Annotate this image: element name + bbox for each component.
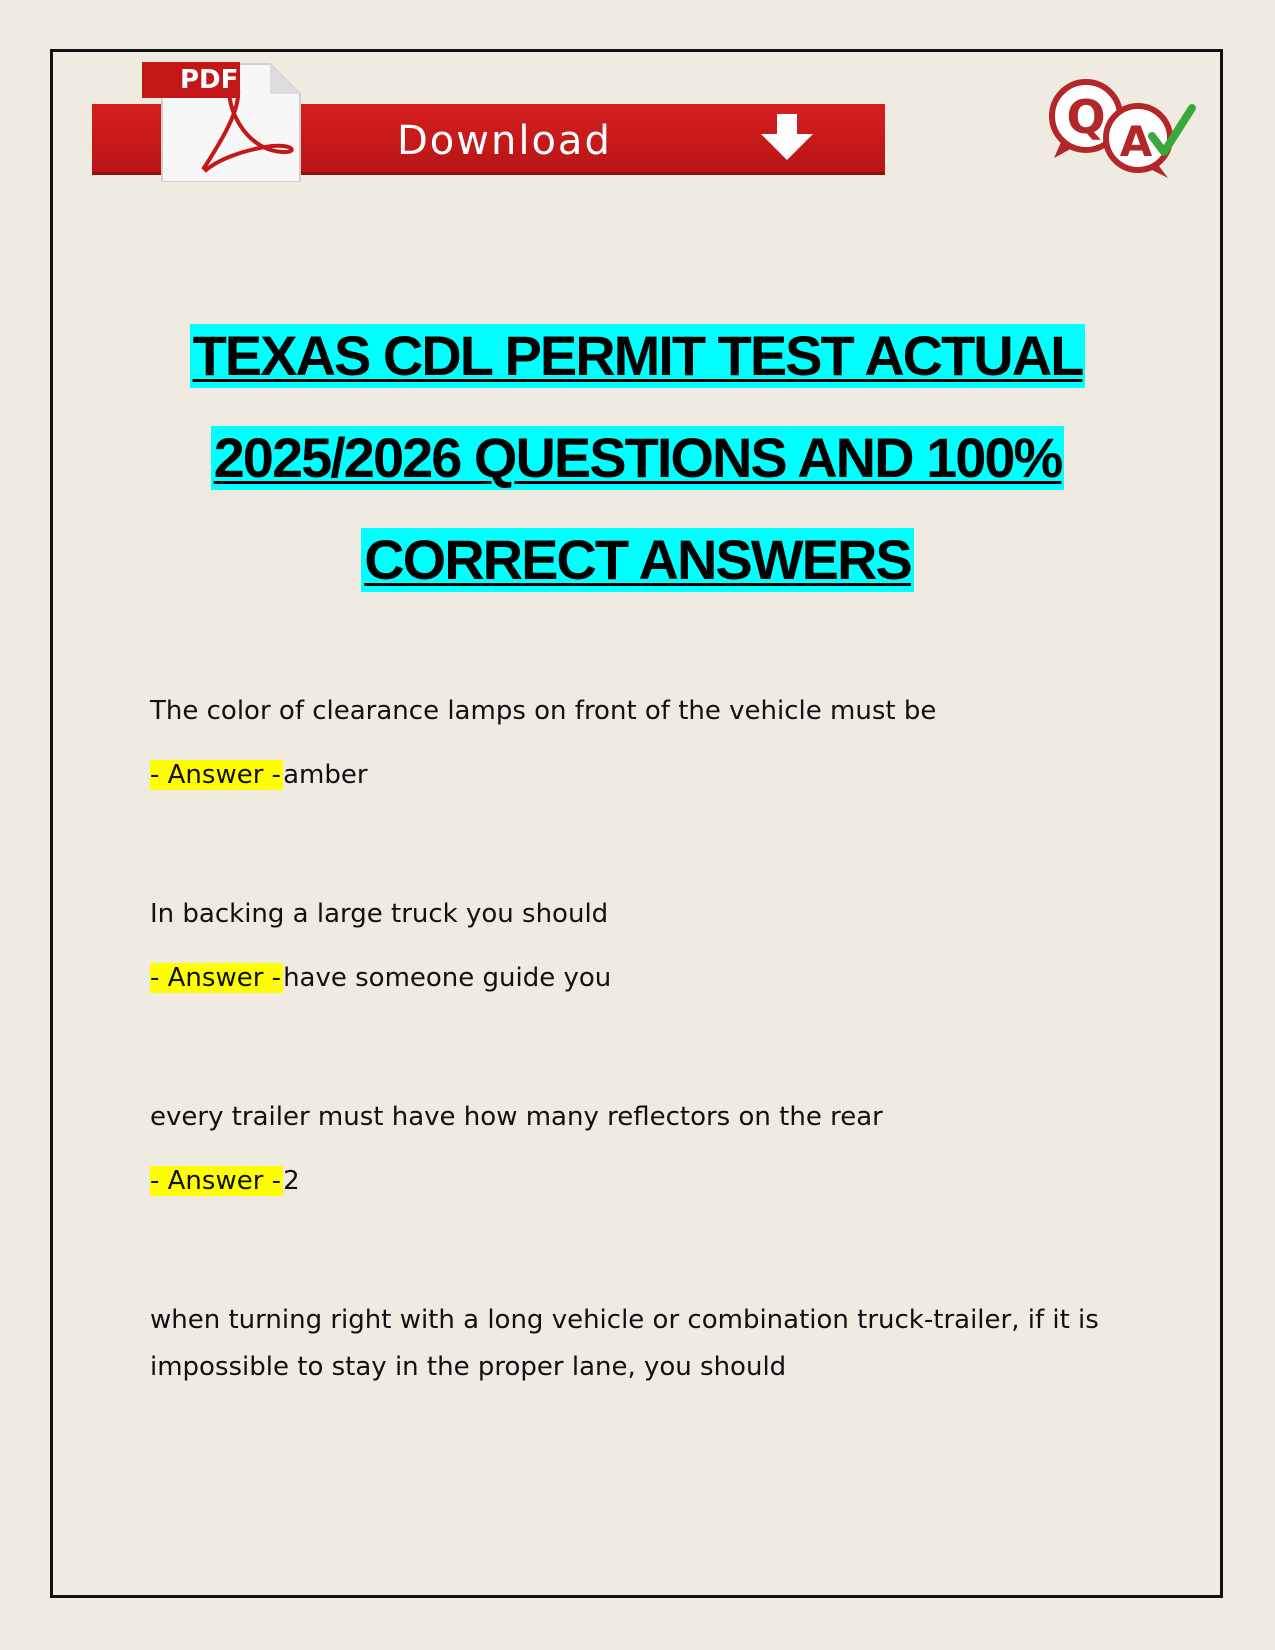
- pdf-tag: PDF: [142, 62, 240, 98]
- title-line-2: 2025/2026 QUESTIONS AND 100%: [211, 426, 1065, 490]
- title-line-1: TEXAS CDL PERMIT TEST ACTUAL: [190, 324, 1086, 388]
- answer-line: [150, 1161, 1120, 1201]
- svg-text:A: A: [1119, 117, 1153, 166]
- svg-text:Q: Q: [1066, 90, 1106, 144]
- answer-line: [150, 958, 1120, 998]
- qa-item-4: [150, 1297, 1120, 1391]
- download-label: Download: [397, 118, 612, 164]
- question-text: when turning right with a long vehicle or combination truck-trailer, if it is impossible to stay in the proper lane, you should: [150, 1305, 1099, 1382]
- qa-item-1: [150, 688, 1120, 795]
- question-text: In backing a large truck you should: [150, 899, 609, 929]
- question-text: The color of clearance lamps on front of the vehicle must be: [150, 696, 937, 726]
- qa-item-2: [150, 891, 1120, 998]
- qa-item-3: [150, 1094, 1120, 1201]
- answer-label: - Answer -: [150, 760, 282, 790]
- answer-label: - Answer -: [150, 1166, 282, 1196]
- answer-label: - Answer -: [150, 963, 282, 993]
- answer-text: have someone guide you: [283, 963, 612, 993]
- document-title: [60, 305, 1215, 611]
- answer-text: 2: [283, 1166, 300, 1196]
- answer-text: amber: [283, 760, 368, 790]
- pdf-download-banner[interactable]: [92, 60, 887, 185]
- title-line-3: CORRECT ANSWERS: [361, 528, 914, 592]
- qa-checkmark-icon: [1040, 78, 1210, 183]
- pdf-file-icon: [142, 60, 310, 182]
- answer-line: [150, 755, 1120, 795]
- download-arrow-icon: [757, 114, 817, 162]
- question-text: every trailer must have how many reflectors on the rear: [150, 1102, 883, 1132]
